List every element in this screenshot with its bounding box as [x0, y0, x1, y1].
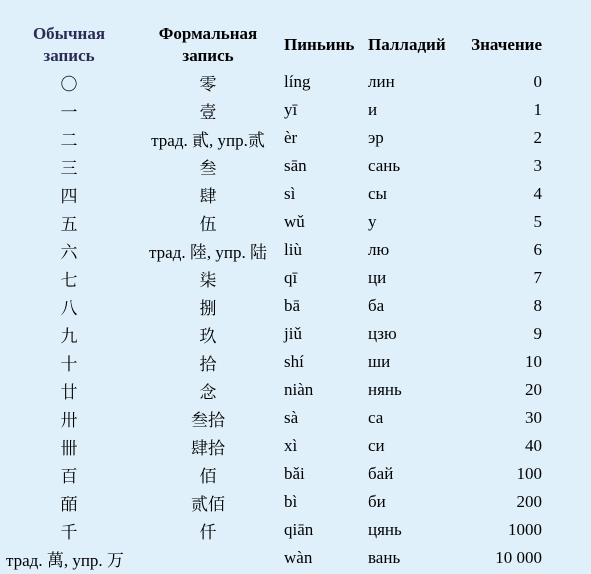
- table-row: [4, 124, 544, 152]
- cell-value: 10: [525, 352, 542, 371]
- cell-palladius: сань: [368, 156, 401, 175]
- cell-pinyin: líng: [284, 72, 311, 91]
- cell-ordinary: 四: [60, 186, 78, 206]
- cell-formal: 捌: [199, 298, 217, 318]
- cell-formal: 肆拾: [191, 438, 225, 458]
- cell-ordinary: 二: [60, 130, 78, 150]
- cell-palladius: лю: [368, 240, 390, 259]
- cell-pinyin: niàn: [284, 380, 314, 399]
- cell-pinyin: bǎi: [284, 464, 305, 483]
- table-row: [4, 180, 544, 208]
- cell-palladius: си: [368, 436, 385, 455]
- cell-pinyin: sān: [284, 156, 307, 175]
- table-row: [4, 516, 544, 544]
- cell-value: 40: [525, 436, 542, 455]
- cell-ordinary: 八: [60, 298, 78, 318]
- cell-value: 8: [533, 296, 542, 315]
- cell-pinyin: sì: [284, 184, 296, 203]
- table-row: [4, 68, 544, 96]
- table-row: [4, 432, 544, 460]
- cell-ordinary: 卌: [60, 438, 78, 458]
- cell-pinyin: qī: [284, 268, 298, 287]
- cell-ordinary: 廿: [60, 382, 78, 402]
- cell-pinyin: liù: [284, 240, 302, 259]
- table-row: [4, 544, 544, 572]
- cell-value: 9: [533, 324, 542, 343]
- cell-value: 6: [533, 240, 542, 259]
- cell-ordinary: трад. 萬, упр. 万: [6, 550, 124, 570]
- table-row: [4, 96, 544, 124]
- table-row: [4, 152, 544, 180]
- cell-value: 2: [533, 128, 542, 147]
- table-row: [4, 320, 544, 348]
- cell-pinyin: yī: [284, 100, 298, 119]
- numerals-table: [4, 22, 544, 572]
- table-row: [4, 376, 544, 404]
- cell-pinyin: jiǔ: [284, 324, 302, 343]
- cell-value: 1000: [508, 520, 542, 539]
- header-palladius: Палладий: [368, 35, 446, 54]
- cell-formal: 叁: [199, 158, 217, 178]
- table-row: [4, 292, 544, 320]
- header-formal: Формальная запись: [158, 24, 258, 65]
- cell-formal: 肆: [199, 186, 217, 206]
- cell-formal: 念: [199, 382, 217, 402]
- cell-ordinary: 七: [60, 270, 78, 290]
- table-row: [4, 460, 544, 488]
- cell-formal: 叁拾: [191, 410, 225, 430]
- cell-palladius: лин: [368, 72, 395, 91]
- cell-formal: 仟: [199, 522, 217, 542]
- cell-palladius: эр: [368, 128, 384, 147]
- cell-formal: 佰: [199, 466, 217, 486]
- cell-palladius: цзю: [368, 324, 397, 343]
- cell-palladius: ши: [368, 352, 391, 371]
- table-row: [4, 264, 544, 292]
- cell-palladius: ци: [368, 268, 387, 287]
- cell-formal: 壹: [199, 102, 217, 122]
- cell-ordinary: 六: [60, 242, 78, 262]
- cell-palladius: бай: [368, 464, 394, 483]
- table-row: [4, 236, 544, 264]
- header-ordinary-label: Обычная запись: [32, 24, 106, 65]
- cell-palladius: сы: [368, 184, 387, 203]
- cell-ordinary: 卅: [60, 410, 78, 430]
- cell-pinyin: wàn: [284, 548, 313, 567]
- cell-formal: 玖: [199, 326, 217, 346]
- table-row: [4, 488, 544, 516]
- cell-value: 0: [533, 72, 542, 91]
- cell-pinyin: bì: [284, 492, 298, 511]
- cell-formal: трад. 貳, упр.贰: [151, 130, 265, 150]
- cell-palladius: са: [368, 408, 384, 427]
- cell-ordinary: 百: [60, 466, 78, 486]
- cell-formal: 伍: [199, 214, 217, 234]
- cell-pinyin: bā: [284, 296, 301, 315]
- cell-ordinary: 一: [60, 102, 78, 122]
- header-pinyin: Пиньинь: [284, 35, 355, 54]
- cell-ordinary: 千: [60, 522, 78, 542]
- cell-pinyin: qiān: [284, 520, 314, 539]
- table-row: [4, 404, 544, 432]
- cell-formal: 零: [199, 74, 217, 94]
- cell-ordinary: 五: [60, 214, 78, 234]
- cell-palladius: нянь: [368, 380, 402, 399]
- cell-pinyin: sà: [284, 408, 299, 427]
- cell-formal: 柒: [199, 270, 217, 290]
- cell-palladius: и: [368, 100, 378, 119]
- cell-ordinary: 十: [60, 354, 78, 374]
- cell-value: 3: [533, 156, 542, 175]
- cell-ordinary: 九: [60, 326, 78, 346]
- cell-palladius: вань: [368, 548, 401, 567]
- cell-palladius: у: [368, 212, 377, 231]
- cell-formal: трад. 陸, упр. 陆: [149, 242, 267, 262]
- cell-value: 100: [516, 464, 542, 483]
- table-row: [4, 348, 544, 376]
- cell-value: 4: [533, 184, 542, 203]
- cell-palladius: би: [368, 492, 386, 511]
- cell-value: 10 000: [495, 548, 542, 567]
- cell-formal: 拾: [199, 354, 217, 374]
- cell-ordinary: 〇: [60, 74, 78, 94]
- header-value: Значение: [471, 35, 542, 54]
- cell-pinyin: xì: [284, 436, 298, 455]
- header-ordinary: [4, 22, 134, 68]
- cell-value: 1: [533, 100, 542, 119]
- cell-value: 200: [516, 492, 542, 511]
- table-row: [4, 208, 544, 236]
- cell-palladius: цянь: [368, 520, 402, 539]
- cell-value: 7: [533, 268, 542, 287]
- cell-value: 20: [525, 380, 542, 399]
- cell-pinyin: shí: [284, 352, 304, 371]
- cell-palladius: ба: [368, 296, 385, 315]
- cell-formal: 贰佰: [191, 494, 225, 514]
- cell-pinyin: èr: [284, 128, 298, 147]
- cell-pinyin: wǔ: [284, 212, 305, 231]
- cell-ordinary: 皕: [60, 494, 78, 514]
- header-row: [4, 22, 544, 68]
- cell-ordinary: 三: [60, 158, 78, 178]
- cell-value: 5: [533, 212, 542, 231]
- table-body: [4, 68, 544, 572]
- cell-value: 30: [525, 408, 542, 427]
